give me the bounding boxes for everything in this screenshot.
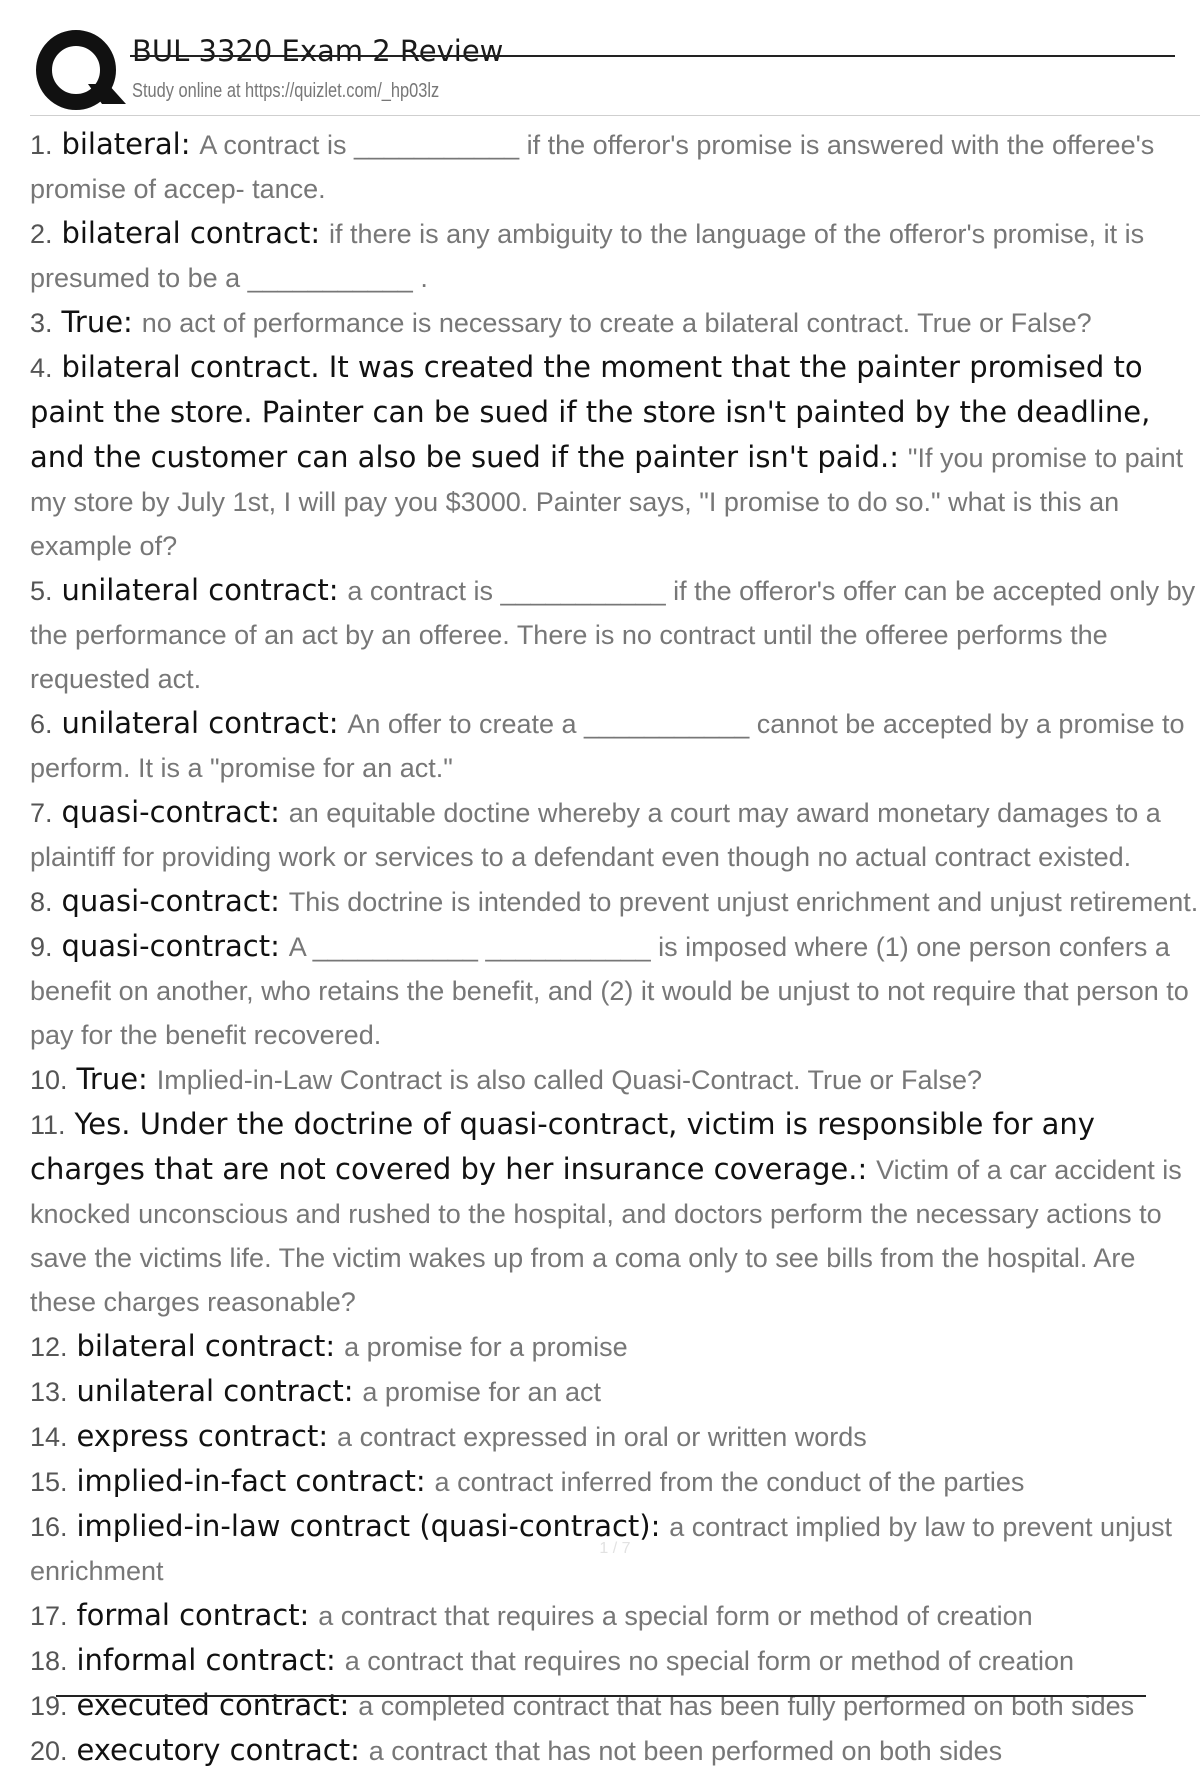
flashcard-item (30, 1369, 1200, 1414)
card-definition: a contract implied by law to prevent unjust enrichment (30, 1512, 1173, 1586)
card-number: 13. (30, 1377, 68, 1407)
card-term: executed contract: (76, 1688, 350, 1722)
card-definition: if there is any ambiguity to the language of the offeror's promise, it is presumed to be a ___________ . (30, 219, 1145, 293)
card-definition: This doctrine is intended to prevent unjust enrichment and unjust retirement. (288, 887, 1199, 917)
card-number: 11. (30, 1110, 66, 1140)
header-divider (30, 115, 1200, 116)
card-definition: A ___________ ___________ is imposed where (1) one person confers a benefit on another, who retains the benefit, and (2) it would be unjust to not require that person to pay for the benefit recovered. (30, 932, 1189, 1050)
card-definition: a contract is ___________ if the offeror's offer can be accepted only by the performance of an act by an offeree. There is no contract until the offeree performs the requested act. (30, 576, 1196, 694)
card-number: 9. (30, 932, 53, 962)
card-number: 18. (30, 1646, 68, 1676)
card-number: 12. (30, 1332, 68, 1362)
card-term: implied-in-fact contract: (76, 1464, 426, 1498)
flashcard-list (30, 122, 1200, 1773)
card-definition: an equitable doctine whereby a court may award monetary damages to a plaintiff for providing work or services to a defendant even though no actual contract existed. (30, 798, 1161, 872)
card-definition: a contract that requires no special form or method of creation (344, 1646, 1075, 1676)
card-term: formal contract: (76, 1598, 310, 1632)
card-number: 1. (30, 130, 53, 160)
card-number: 2. (30, 219, 53, 249)
card-term: informal contract: (76, 1643, 336, 1677)
document-title: BUL 3320 Exam 2 Review (132, 34, 504, 68)
card-number: 16. (30, 1512, 68, 1542)
flashcard-item (30, 924, 1200, 1057)
card-term: bilateral contract: (76, 1329, 336, 1363)
card-term: express contract: (76, 1419, 329, 1453)
card-term: bilateral: (61, 127, 191, 161)
card-number: 6. (30, 709, 53, 739)
card-term: Yes. Under the doctrine of quasi-contract, victim is responsible for any charges that are not covered by her insurance coverage.: (30, 1107, 1095, 1186)
card-number: 15. (30, 1467, 68, 1497)
card-definition: a contract that requires a special form or method of creation (318, 1601, 1033, 1631)
card-definition: no act of performance is necessary to create a bilateral contract. True or False? (141, 308, 1092, 338)
card-number: 10. (30, 1065, 68, 1095)
card-definition: a promise for a promise (344, 1332, 628, 1362)
card-definition: "If you promise to paint my store by July 1st, I will pay you $3000. Painter says, "I promise to do so." what is this an example of? (30, 443, 1184, 561)
flashcard-item (30, 1593, 1200, 1638)
card-definition: An offer to create a ___________ cannot be accepted by a promise to perform. It is a "promise for an act." (30, 709, 1185, 783)
card-term: executory contract: (76, 1733, 360, 1767)
card-term: unilateral contract: (61, 706, 339, 740)
card-number: 5. (30, 576, 53, 606)
card-number: 7. (30, 798, 53, 828)
flashcard-item (30, 879, 1200, 924)
page-number: 1 / 7 (599, 1540, 631, 1557)
card-number: 17. (30, 1601, 68, 1631)
card-number: 20. (30, 1736, 68, 1766)
title-rule (130, 55, 1175, 57)
card-term: implied-in-law contract (quasi-contract): (76, 1509, 661, 1543)
flashcard-item (30, 1459, 1200, 1504)
card-term: unilateral contract: (76, 1374, 354, 1408)
flashcard-item (30, 122, 1200, 211)
flashcard-item (30, 211, 1200, 300)
flashcard-item (30, 790, 1200, 879)
page-header (30, 28, 1180, 118)
flashcard-item (30, 1414, 1200, 1459)
card-term: quasi-contract: (61, 929, 280, 963)
card-definition: a contract expressed in oral or written words (337, 1422, 867, 1452)
card-number: 3. (30, 308, 53, 338)
card-definition: a promise for an act (362, 1377, 602, 1407)
card-definition: Implied-in-Law Contract is also called Quasi-Contract. True or False? (156, 1065, 983, 1095)
card-definition: a completed contract that has been fully performed on both sides (358, 1691, 1135, 1721)
card-definition: a contract inferred from the conduct of the parties (434, 1467, 1025, 1497)
card-number: 4. (30, 353, 53, 383)
card-term: bilateral contract: (61, 216, 321, 250)
flashcard-item (30, 1683, 1200, 1728)
card-definition: Victim of a car accident is knocked unconscious and rushed to the hospital, and doctors perform the necessary actions to save the victims life. The victim wakes up from a coma only to see bills from the hospital. Are these charges reasonable? (30, 1155, 1182, 1317)
card-term: True: (61, 305, 133, 339)
card-term: unilateral contract: (61, 573, 339, 607)
flashcard-item (30, 1728, 1200, 1773)
study-online-link[interactable]: Study online at https://quizlet.com/_hp03lz (132, 80, 440, 102)
flashcard-item (30, 1102, 1200, 1324)
card-definition: A contract is ___________ if the offeror's promise is answered with the offeree's promise of accep- tance. (30, 130, 1155, 204)
flashcard-item (30, 300, 1200, 345)
card-number: 14. (30, 1422, 68, 1452)
card-term: quasi-contract: (61, 795, 280, 829)
card-number: 8. (30, 887, 53, 917)
flashcard-item (30, 1638, 1200, 1683)
flashcard-item (30, 568, 1200, 701)
footer-divider (56, 1695, 1146, 1697)
flashcard-item (30, 1324, 1200, 1369)
flashcard-item (30, 345, 1200, 568)
card-term: bilateral contract. It was created the moment that the painter promised to paint the store. Painter can be sued if the store isn't painted by the deadline, and the customer can also be sued if the painter isn't paid.: (30, 350, 1151, 474)
card-number: 19. (30, 1691, 68, 1721)
card-definition: a contract that has not been performed on both sides (368, 1736, 1003, 1766)
card-term: True: (76, 1062, 148, 1096)
flashcard-item (30, 701, 1200, 790)
quizlet-logo-icon (30, 30, 142, 114)
flashcard-item (30, 1057, 1200, 1102)
card-term: quasi-contract: (61, 884, 280, 918)
